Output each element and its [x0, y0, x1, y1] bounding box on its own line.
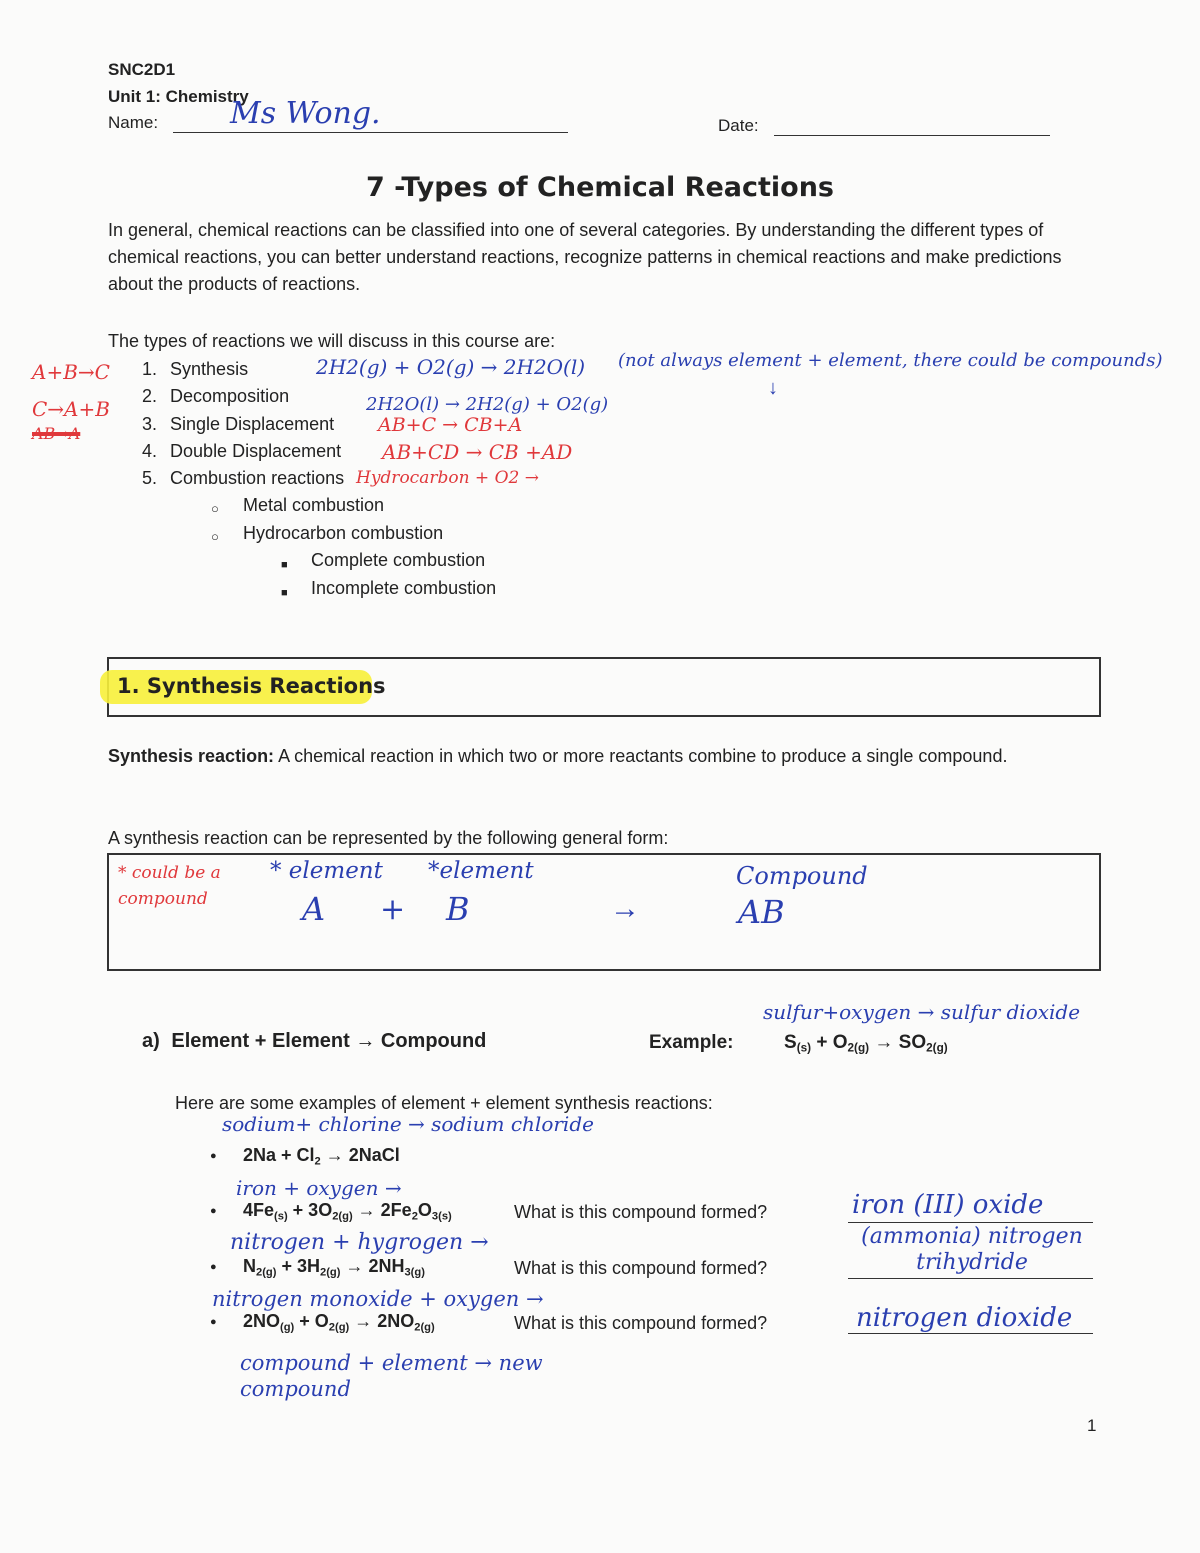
example-2-equation: ● $4Fe_{(s)} + 3O_{2(g)} \to 2Fe_2O_{3(s)}$	[243, 1200, 452, 1222]
type-item-1	[142, 356, 248, 383]
margin-note-decomposition: C→A+B	[32, 397, 110, 421]
answer-2-line	[848, 1222, 1093, 1223]
part-a-label: a)	[142, 1030, 160, 1052]
sub-complete-combustion: ■ Complete combustion	[311, 547, 485, 574]
margin-note-synthesis: A+B→C	[32, 360, 110, 384]
example-single: AB+C → CB+A	[378, 414, 523, 436]
example-label: Example:	[649, 1032, 734, 1053]
example-1-words: sodium+ chlorine → sodium chloride	[222, 1112, 594, 1136]
type-item-3	[142, 411, 334, 438]
name-value: Ms Wong.	[230, 96, 381, 131]
sub-hydrocarbon-combustion: ○ Hydrocarbon combustion	[243, 520, 443, 547]
type-label: Combustion reactions	[170, 468, 345, 488]
examples-intro: Here are some examples of element + element synthesis reactions:	[175, 1093, 713, 1113]
definition	[108, 743, 1068, 770]
margin-note-single: AB→A	[32, 424, 81, 443]
answer-3-line	[848, 1278, 1093, 1279]
sub-incomplete-combustion: ■ Incomplete combustion	[311, 575, 496, 602]
course-code: SNC2D1	[108, 60, 176, 79]
example-2-words: iron + oxygen →	[236, 1176, 402, 1200]
type-item-5	[142, 465, 344, 492]
part-a-heading	[142, 1030, 486, 1053]
types-intro: The types of reactions we will discuss in this course are:	[108, 331, 556, 351]
example-3-equation: ● $N_{2(g)} + 3H_{2(g)} \to 2NH_{3(g)}$	[243, 1256, 425, 1278]
example-combustion: Hydrocarbon + O2 →	[356, 468, 539, 488]
example-decomposition: 2H2O(l) → 2H2(g) + O2(g)	[366, 394, 609, 415]
date-label: Date:	[718, 116, 759, 135]
answer-4-line	[848, 1333, 1093, 1334]
example-equation: $S_{(s)} + O_{2(g)} \to SO_{2(g)}$	[784, 1032, 948, 1055]
box-plus: +	[380, 892, 406, 927]
date-line	[774, 135, 1050, 136]
definition-term: Synthesis reaction:	[108, 746, 275, 766]
section-heading: 1. Synthesis Reactions	[117, 674, 386, 698]
box-note: * could be a compound	[118, 863, 221, 909]
box-element1-label: * element	[270, 858, 383, 884]
example-3-words: nitrogen + hygrogen →	[230, 1230, 489, 1255]
example-synthesis: 2H2(g) + O2(g) → 2H2O(l)	[316, 355, 586, 379]
sub-metal-combustion: ○ Metal combustion	[243, 492, 384, 519]
example-4-question: What is this compound formed?	[514, 1313, 768, 1333]
type-num: 5.	[142, 468, 158, 488]
page-title: 7 -Types of Chemical Reactions	[366, 172, 834, 203]
type-num: 3.	[142, 414, 158, 434]
page-number: 1	[1087, 1416, 1097, 1435]
general-form-intro: A synthesis reaction can be represented by the following general form:	[108, 828, 669, 848]
example-2-question: What is this compound formed?	[514, 1202, 768, 1222]
unit-label: Unit 1: Chemistry	[108, 87, 249, 106]
type-label: Decomposition	[170, 386, 290, 406]
box-element2-label: *element	[428, 858, 534, 884]
example-3-question: What is this compound formed?	[514, 1258, 768, 1278]
example-4-words: nitrogen monoxide + oxygen →	[212, 1287, 544, 1311]
example-3-answer: (ammonia) nitrogen trihydride	[861, 1224, 1083, 1275]
type-label: Single Displacement	[170, 414, 335, 434]
type-num: 1.	[142, 359, 158, 379]
example-words: sulfur+oxygen → sulfur dioxide	[763, 1000, 1081, 1024]
box-arrow-icon: →	[610, 892, 640, 925]
example-4-equation: ● $2NO_{(g)} + O_{2(g)} \to 2NO_{2(g)}$	[243, 1311, 435, 1333]
type-num: 4.	[142, 441, 158, 461]
example-double: AB+CD → CB +AD	[382, 440, 573, 464]
type-item-2	[142, 383, 289, 410]
name-label: Name:	[108, 113, 159, 132]
type-num: 2.	[142, 386, 158, 406]
box-compound-label: Compound	[736, 862, 868, 890]
side-note-arrow-icon: ↓	[768, 377, 778, 399]
side-note: (not always element + element, there could be compounds)	[618, 350, 1163, 371]
box-B: B	[446, 890, 470, 928]
type-item-4	[142, 438, 341, 465]
part-a-title: Element + Element → Compound	[171, 1030, 487, 1052]
general-form-box	[107, 853, 1101, 971]
example-2-answer: iron (III) oxide	[852, 1190, 1044, 1220]
box-A: A	[302, 890, 326, 928]
example-1-equation: ● $2Na + Cl_2$ → 2NaCl	[243, 1145, 400, 1167]
box-AB: AB	[738, 893, 785, 931]
name-line	[173, 132, 568, 133]
footer-note: compound + element → new compound	[240, 1351, 543, 1401]
example-4-answer: nitrogen dioxide	[856, 1303, 1073, 1333]
intro-paragraph: In general, chemical reactions can be classified into one of several categories. By understanding the different types of chemical reactions, you can better understand reactions, recognize patterns in chemical reactions and make predictions about the products of reactions.	[108, 220, 1062, 294]
type-label: Synthesis	[170, 359, 249, 379]
type-label: Double Displacement	[170, 441, 342, 461]
definition-text: A chemical reaction in which two or more reactants combine to produce a single compound.	[278, 746, 1008, 766]
